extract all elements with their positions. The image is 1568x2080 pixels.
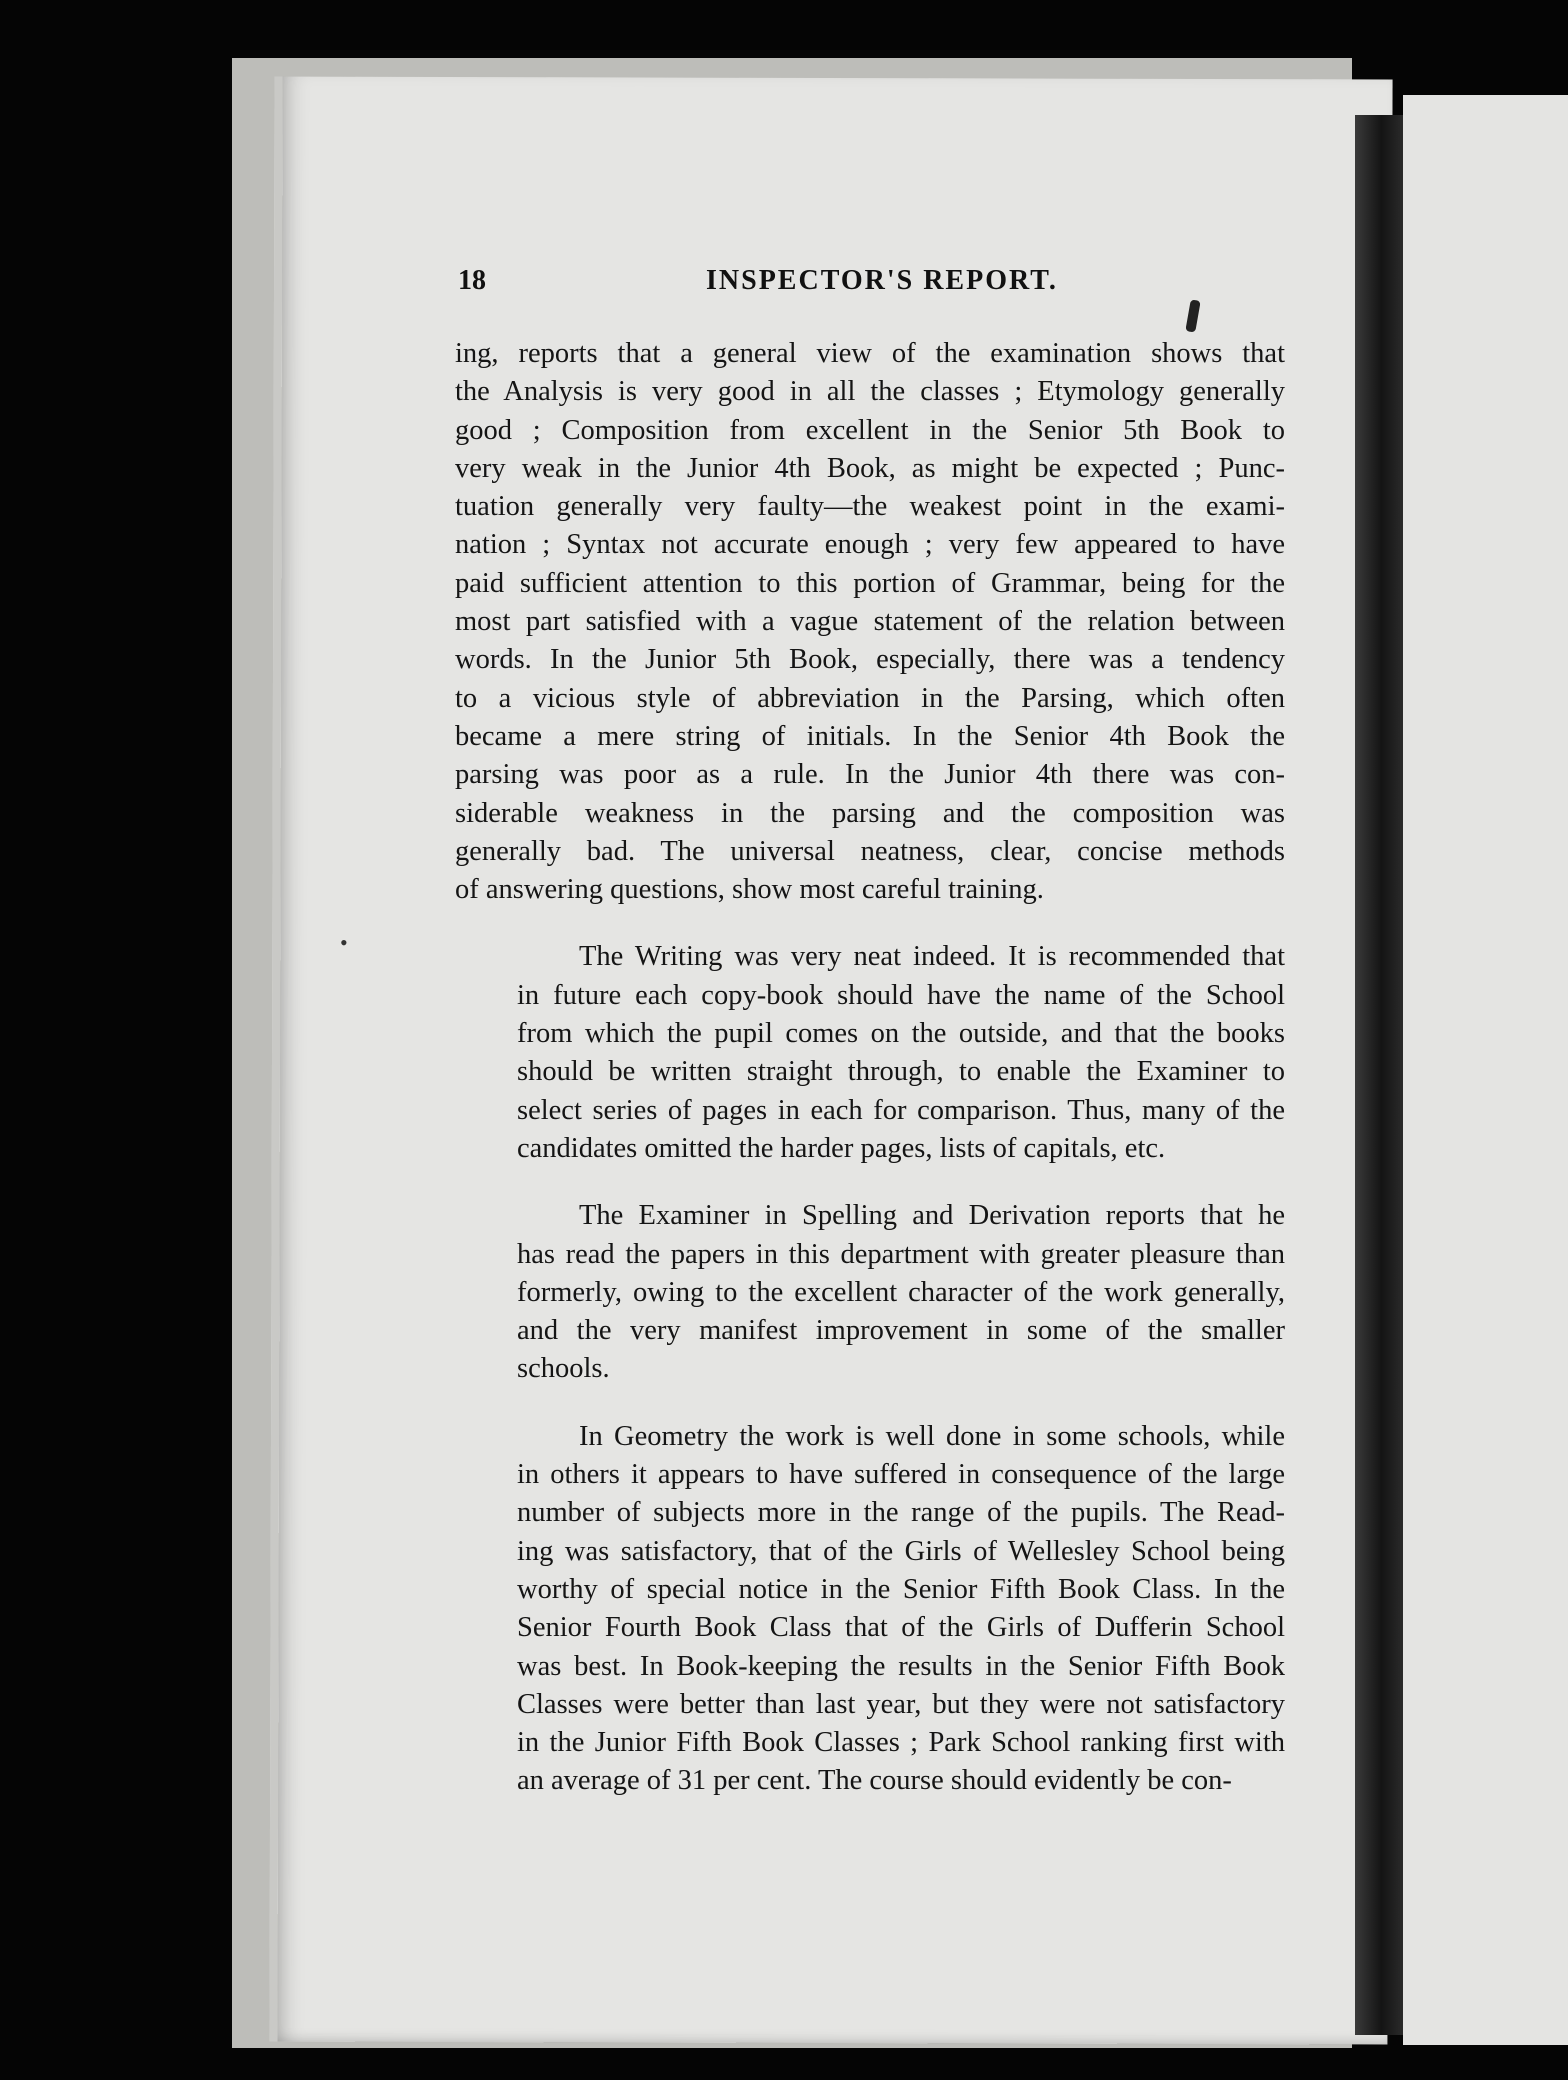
book-gutter xyxy=(1355,115,1403,2035)
text-line: worthy of special notice in the Senior Fifth Book Class. In the xyxy=(517,1573,1285,1605)
text-line: should be written straight through, to enable the Examiner to xyxy=(517,1056,1285,1088)
text-line: most part satisfied with a vague statement of the relation between xyxy=(455,606,1285,638)
text-line: the Analysis is very good in all the classes ; Etymology generally xyxy=(455,376,1285,408)
text-line: siderable weakness in the parsing and the composition was xyxy=(455,797,1285,829)
right-page xyxy=(1403,95,1568,2045)
running-title: INSPECTOR'S REPORT. xyxy=(706,265,1058,296)
text-line: of answering questions, show most careful training. xyxy=(455,874,1044,906)
text-line: nation ; Syntax not accurate enough ; very few appeared to have xyxy=(455,529,1285,561)
text-line: an average of 31 per cent. The course should evidently be con- xyxy=(517,1765,1232,1797)
text-line: paid sufficient attention to this portion of Grammar, being for the xyxy=(455,567,1285,599)
text-line: generally bad. The universal neatness, clear, concise methods xyxy=(455,835,1285,867)
text-line: ing, reports that a general view of the examination shows that xyxy=(455,338,1285,369)
text-line: candidates omitted the harder pages, lists of capitals, etc. xyxy=(517,1132,1166,1164)
text-line: In Geometry the work is well done in some schools, while xyxy=(579,1420,1285,1452)
text-line: from which the pupil comes on the outside, and that the books xyxy=(517,1018,1285,1050)
text-line: was best. In Book-keeping the results in the Senior Fifth Book xyxy=(517,1650,1285,1682)
text-line: words. In the Junior 5th Book, especially, there was a tendency xyxy=(455,644,1285,676)
text-line: schools. xyxy=(517,1353,610,1385)
text-line: Senior Fourth Book Class that of the Girls of Dufferin School xyxy=(517,1612,1285,1644)
text-line: in others it appears to have suffered in consequence of the large xyxy=(517,1459,1285,1491)
text-line: The Writing was very neat indeed. It is recommended that xyxy=(579,941,1285,973)
body-text xyxy=(455,335,1285,1830)
text-line: Classes were better than last year, but they were not satisfactory xyxy=(517,1688,1285,1720)
page-number: 18 xyxy=(458,265,486,296)
text-line: tuation generally very faulty—the weakest point in the exami- xyxy=(455,491,1285,523)
text-line: very weak in the Junior 4th Book, as might be expected ; Punc- xyxy=(455,452,1285,484)
text-line: number of subjects more in the range of the pupils. The Read- xyxy=(517,1497,1285,1529)
text-line: and the very manifest improvement in some of the smaller xyxy=(517,1315,1285,1347)
paragraph xyxy=(455,938,1285,1168)
paragraph xyxy=(455,1418,1285,1801)
text-line: formerly, owing to the excellent character of the work generally, xyxy=(517,1276,1285,1308)
text-line: good ; Composition from excellent in the Senior 5th Book to xyxy=(455,414,1285,446)
text-line: The Examiner in Spelling and Derivation reports that he xyxy=(579,1200,1285,1232)
margin-mark: • xyxy=(340,930,348,955)
text-line: has read the papers in this department with greater pleasure than xyxy=(517,1238,1285,1270)
paragraph xyxy=(455,1197,1285,1388)
text-line: parsing was poor as a rule. In the Junior 4th there was con- xyxy=(455,759,1285,791)
text-line: became a mere string of initials. In the Senior 4th Book the xyxy=(455,720,1285,752)
text-line: in the Junior Fifth Book Classes ; Park School ranking first with xyxy=(517,1727,1285,1759)
text-line: select series of pages in each for comparison. Thus, many of the xyxy=(517,1094,1285,1126)
text-line: ing was satisfactory, that of the Girls of Wellesley School being xyxy=(517,1535,1285,1567)
text-line: to a vicious style of abbreviation in the Parsing, which often xyxy=(455,682,1285,714)
text-line: in future each copy-book should have the name of the School xyxy=(517,979,1285,1011)
paragraph xyxy=(455,335,1285,909)
